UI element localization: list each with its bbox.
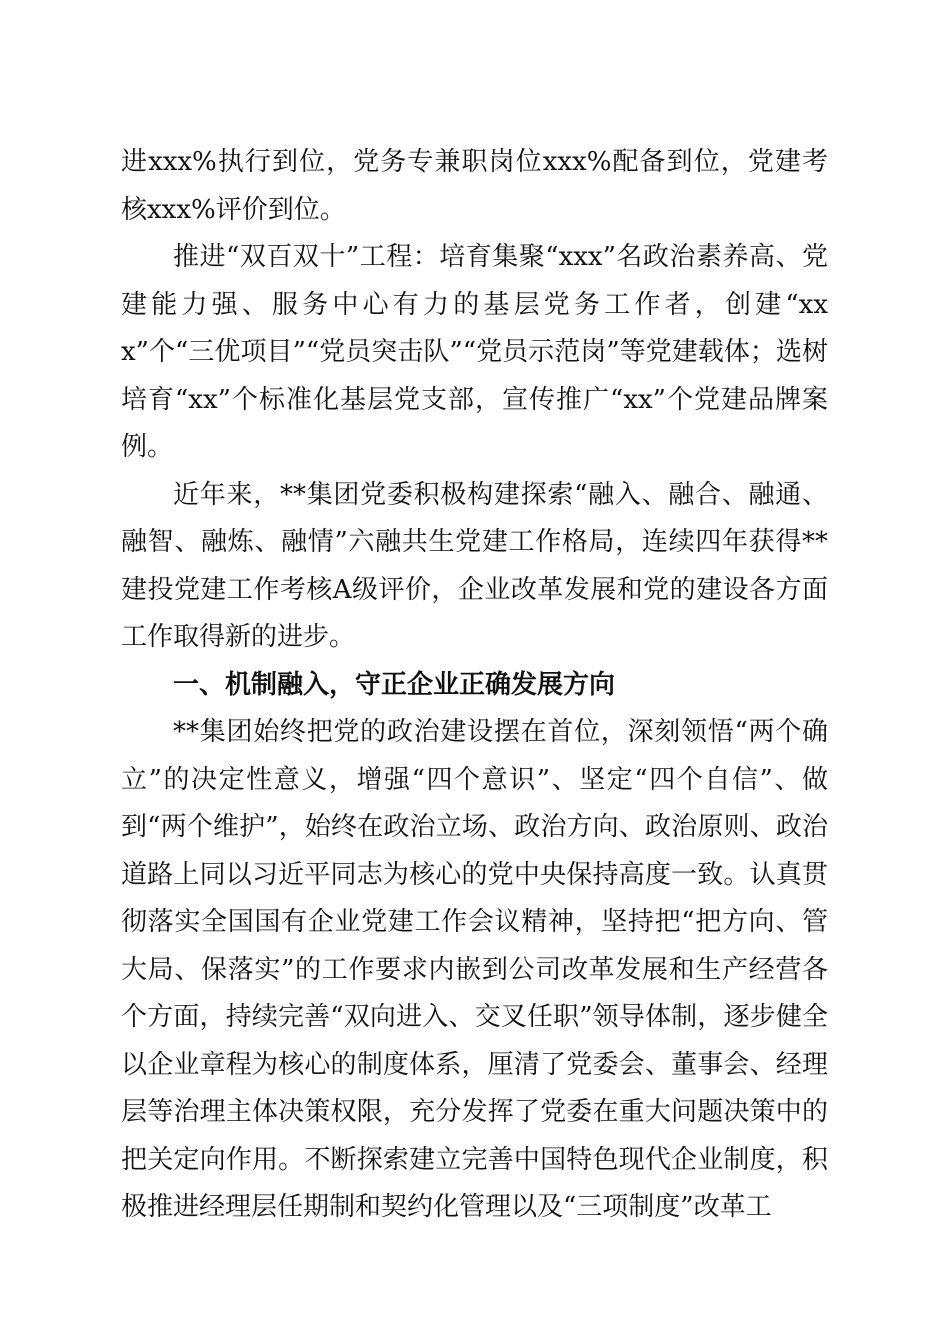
- paragraph-continuation: 进xxx%执行到位，党务专兼职岗位xxx%配备到位，党建考核xxx%评价到位。: [121, 147, 828, 225]
- paragraph-double-hundred-project: 推进“双百双十”工程：培育集聚“xxx”名政治素养高、党建能力强、服务中心有力的基层党务工作者，创建“xxx”个“三优项目”“党员突击队”“党员示范岗”等党建载体；选树培育“xx”个标准化基层党支部，宣传推广“xx”个党建品牌案例。: [121, 242, 828, 462]
- paragraph-recent-years: 近年来，**集团党委积极构建探索“融入、融合、融通、融智、融炼、融情”六融共生党建工作格局，连续四年获得**建投党建工作考核A级评价，企业改革发展和党的建设各方面工作取得新的进步。: [121, 479, 828, 652]
- paragraph-political-building: **集团始终把党的政治建设摆在首位，深刻领悟“两个确立”的决定性意义，增强“四个意识”、坚定“四个自信”、做到“两个维护”，始终在政治立场、政治方向、政治原则、政治道路上同以习近平同志为核心的党中央保持高度一致。认真贯彻落实全国国有企业党建工作会议精神，坚持把“把方向、管大局、保落实”的工作要求内嵌到公司改革发展和生产经营各个方面，持续完善“双向进入、交叉任职”领导体制，逐步健全以企业章程为核心的制度体系，厘清了党委会、董事会、经理层等治理主体决策权限，充分发挥了党委在重大问题决策中的把关定向作用。不断探索建立完善中国特色现代企业制度，积极推进经理层任期制和契约化管理以及“三项制度”改革工: [121, 717, 828, 1222]
- document-body: [121, 139, 828, 1232]
- section-heading-1: 一、机制融入，守正企业正确发展方向: [173, 669, 616, 700]
